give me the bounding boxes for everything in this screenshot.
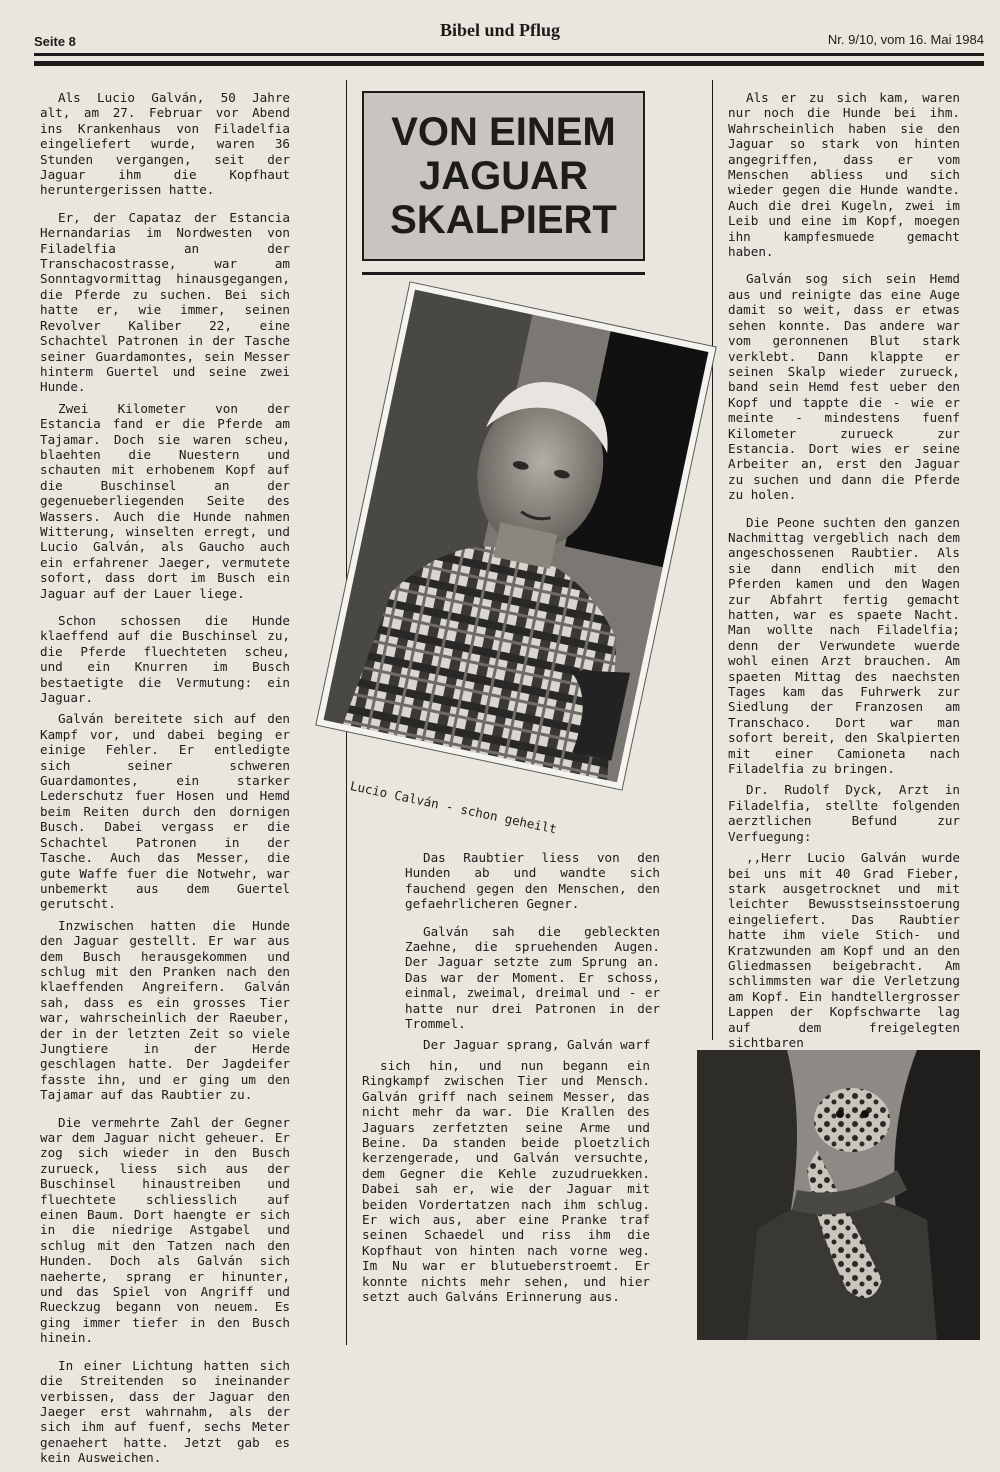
article-column-1	[40, 90, 290, 1472]
leopard-illustration	[697, 1050, 980, 1340]
paragraph: Als er zu sich kam, waren nur noch die Hunde bei ihm. Wahrscheinlich haben sie den Jaguar so stark von hinten angegriffen, dass er vom Menschen abliess und sich wieder gegen die Hunde wandte. Auch die drei Kugeln, zwei im Leib und eine im Kopf, moegen ihn kampfesmuede gemacht haben.	[728, 90, 960, 260]
paragraph: Das Raubtier liess von den Hunden ab und wandte sich fauchend gegen den Menschen, den gefaehrlicheren Gegner.	[405, 850, 660, 912]
headline-box	[362, 91, 645, 261]
paragraph: Schon schossen die Hunde klaeffend auf die Buschinsel zu, die Pferde fluechteten scheu, und ein Knurren im Busch bestaetigte die Vermutung: ein Jaguar.	[40, 613, 290, 706]
paragraph: ,,Herr Lucio Galván wurde bei uns mit 40 Grad Fieber, stark ausgetrocknet und mit leichter Bewusstseinsstoerung eingeliefert. Das Raubtier hatte ihm viele Stich- und Kratzwunden am Kopf und an den Gliedmassen beigebracht. Am schlimmsten war die Verletzung am Kopf. Ein handtellergrosser Lappen der Kopfschwarte lag auf dem freigelegten sichtbaren	[728, 850, 960, 1050]
column-divider	[712, 80, 713, 1040]
paragraph: Inzwischen hatten die Hunde den Jaguar gestellt. Er war aus dem Busch herausgekommen und schlug mit den Pranken nach den klaeffenden Angreifern. Galván sah, dass es ein grosses Tier war, wahrscheinlich der Raeuber, der in der letzten Zeit so viele Jungtiere in der Herde geschlagen hatte. Der Jagdeifer fasste ihn, und er ging um den Tajamar auf das Raubtier zu.	[40, 917, 290, 1103]
headline-line: SKALPIERT	[390, 198, 617, 242]
headline-line: VON EINEM	[391, 110, 616, 154]
paragraph: Galván bereitete sich auf den Kampf vor, und dabei beging er einige Fehler. Er entledigte sich seiner schweren Guardamontes, ein starker Lederschutz fuer Hosen und Hemd beim Reiten durch den dornigen Busch. Dabei vergass er die Schachtel Patronen in der Tasche. Auch das Messer, die gute Waffe fuer die Notwehr, war unbemerkt aus dem Guertel gerutscht.	[40, 711, 290, 912]
paragraph: Galván sah die gebleckten Zaehne, die spruehenden Augen. Der Jaguar setzte zum Sprung an. Das war der Moment. Er schoss, einmal, zweimal, dreimal und - er hatte nur drei Patronen in der Trommel.	[405, 923, 660, 1032]
paragraph: Zwei Kilometer von der Estancia fand er die Pferde am Tajamar. Doch sie waren scheu, blaehten die Nuestern und schauten mit erhobenem Kopf auf die Buschinsel an der gegenueberliegenden Seite des Wassers. Auch die Hunde nahmen Witterung, winselten erregt, und Lucio Galván, als Gaucho auch ein erfahrener Jaeger, vermutete sofort, dass dort im Busch ein Jaguar auf der Lauer liege.	[40, 400, 290, 601]
portrait-illustration	[324, 290, 709, 783]
issue-date: Nr. 9/10, vom 16. Mai 1984	[827, 32, 984, 47]
paragraph: sich hin, und nun begann ein Ringkampf zwischen Tier und Mensch. Galván griff nach seinem Messer, das nicht mehr da war. Die Krallen des Jaguars zerfetzten seine Arme und Beine. Da standen beide ploetzlich kerzengerade, und Galván versuchte, dem Gegner die Kehle zuzudruekken. Dabei sah er, wie der Jaguar mit beiden Vordertatzen nach ihm schlug. Er wich aus, aber eine Pranke traf seinen Schaedel und riss ihm die Kopfhaut von hinten nach vorne weg. Im Nu war er blutueberstroemt. Er konnte nichts mehr sehen, und hier setzt auch Galváns Erinnerung aus.	[362, 1058, 650, 1305]
paragraph: Als Lucio Galván, 50 Jahre alt, am 27. Februar vor Abend ins Krankenhaus von Filadelfia eingeliefert wurde, waren 36 Stunden vergangen, seit der Jaguar ihm die Kopfhaut heruntergerissen hatte.	[40, 90, 290, 198]
article-column-2b	[362, 1058, 650, 1311]
header-rule	[34, 53, 984, 56]
header-rule-thick	[34, 61, 984, 66]
paragraph: Galván sog sich sein Hemd aus und reinigte das eine Auge damit so weit, dass er etwas sehen konnte. Das andere war vom geronnenen Blut stark verklebt. Dann klappte er seinen Skalp wieder zurueck, band sein Hemd fest ueber den Kopf und tappte die - wie er meinte - mindestens fuenf Kilometer zurueck zur Estancia. Dort wies er seine Arbeiter an, erst den Jaguar zu suchen und dann die Pferde zu holen.	[728, 271, 960, 503]
page-number: Seite 8	[34, 34, 76, 49]
paragraph: Die vermehrte Zahl der Gegner war dem Jaguar nicht geheuer. Er zog sich wieder in den Busch zurueck, liess sich aus der Buschinsel hinaustreiben und fluechtete schliesslich auf einen Baum. Dort haengte er sich in die niedrige Astgabel und schlug mit den Tatzen nach den Hunden. Doch als Galván sich naeherte, sprang er hinunter, und das Spiel von Angriff und Rueckzug begann von neuem. Es ging immer tiefer in den Busch hinein.	[40, 1114, 290, 1346]
article-column-3	[728, 90, 960, 1209]
paragraph: Er, der Capataz der Estancia Hernandarias im Nordwesten von Filadelfia an der Transchacostrasse, war am Sonntagvormittag hinausgegangen, die Pferde zu suchen. Bei sich hatte er, wie immer, seinen Revolver Kaliber 22, eine Schachtel Patronen in der Tasche seiner Guardamontes, sein Messer hinterm Guertel und seine zwei Hunde.	[40, 209, 290, 395]
paper-title: Bibel und Pflug	[439, 20, 561, 40]
portrait-photo	[316, 283, 715, 790]
headline-rule	[362, 272, 645, 275]
headline-line: JAGUAR	[419, 154, 588, 198]
paragraph: Dr. Rudolf Dyck, Arzt in Filadelfia, stellte folgenden aerztlichen Befund zur Verfuegung:	[728, 782, 960, 844]
paragraph: Der Jaguar sprang, Galván warf	[423, 1037, 651, 1053]
leopard-photo	[697, 1050, 980, 1340]
paragraph: In einer Lichtung hatten sich die Streitenden so ineinander verbissen, dass der Jaguar den Jaeger erst wahrnahm, als der sich ihm auf fuenf, sechs Meter genaehert hatte. Jetzt gab es kein Ausweichen.	[40, 1357, 290, 1466]
article-column-2a	[405, 850, 660, 1059]
paragraph: Die Peone suchten den ganzen Nachmittag vergeblich nach dem angeschossenen Raubtier. Als sie dann endlich mit den Pferden kamen und den Wagen zur Abfahrt fertig gemacht hatten, war es spaete Nacht. Man wollte nach Filadelfia; denn der Verwundete wuerde wohl einen Arzt brauchen. Am spaeten Mittag des naechsten Tages kam das Fuhrwerk zur Siedlung der Franzosen am Transchaco. Dort war man sofort bereit, den Skalpierten mit einer Camioneta nach Filadelfia zu bringen.	[728, 514, 960, 777]
photo-caption: Lucio Calván - schon geheilt	[348, 778, 559, 837]
